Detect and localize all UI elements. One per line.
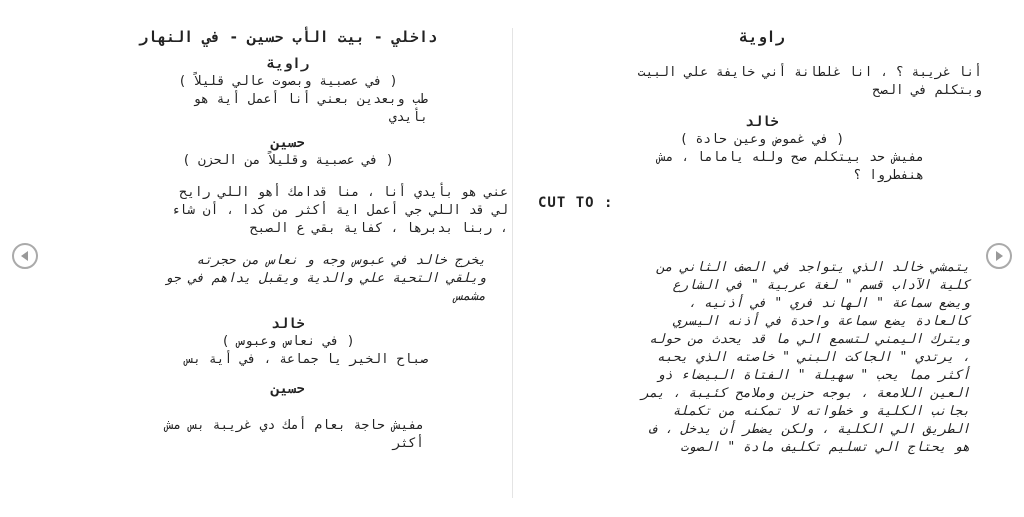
dialogue: أنا غريبة ؟ ، انا غلطانة أني خايفة علي البيت وبتكلم في الصح — [637, 65, 982, 98]
next-page-button[interactable] — [986, 243, 1012, 269]
character-name: خالد — [745, 114, 779, 130]
parenthetical: ( في غموض وعين حادة ) — [679, 132, 845, 147]
dialogue: طب وبعدين بعني أنا أعمل أية هو بأيدي — [193, 92, 428, 125]
dialogue: صباح الخير يا جماعة ، في أية بس — [185, 352, 428, 367]
transition: CUT TO : — [538, 195, 614, 211]
dialogue: مفيش حاجة بعام أمك دي غريبة بس مش أكثر — [165, 418, 424, 451]
left-page — [68, 18, 508, 508]
dialogue: مفيش حد بيتكلم صح ولله ياماما ، مش هنفطروا ؟ — [657, 150, 924, 183]
triangle-right-icon — [992, 249, 1006, 263]
parenthetical: ( في نعاس وعبوس ) — [221, 334, 355, 349]
action-text-italic: يخرج خالد في عبوس وجه و نعاس من حجرته ويلقي التحية علي والدية ويقبل يداهم في جو مشمس — [165, 253, 486, 304]
character-name: راوية — [739, 28, 785, 46]
right-page — [536, 18, 988, 508]
character-name: خالد — [271, 316, 305, 332]
character-name: حسين — [271, 381, 305, 397]
parenthetical: ( في عصبية وقليلاً من الحزن ) — [182, 153, 394, 168]
page-divider — [512, 28, 513, 498]
scene-heading: داخلي - بيت الأب حسين - في النهار — [138, 28, 437, 46]
character-name: حسين — [271, 135, 305, 151]
action-text-italic: يتمشي خالد الذي يتواجد في الصف الثاني من كلية الآداب قسم " لغة عربية " في الشارع ويضع سماعة " الهاند فري " في أذنيه ، كالعادة يضع سماعة واحدة في أذنه اليسري ويترك اليمني لتسمع الي ما قد يحدث من حوله ، يرتدي " الجاكت البني " خاصته الذي يحبه أكثر مما يحب " سهيلة " الفتاة البيضاء ذو العين اللامعة ، بوجه حزين وملامح كئيبة ، يمر بجانب الكلية و خطواته لا تمكنه من تكملة الطريق الي الكلية ، ولكن يضطر أن يدخل ، ف هو يحتاج الي تسليم تكليف مادة " الصوت — [641, 260, 970, 455]
previous-page-button[interactable] — [12, 243, 38, 269]
action-text: عني هو بأيدي أنا ، منا قدامك أهو اللي رايح لي قد اللي جي أعمل اية أكثر من كدا ، أن شاء ، ربنا بدبرها ، كفاية بقي ع الصبح — [171, 185, 508, 236]
parenthetical: ( في عصبية وبصوت عالي قليلاً ) — [178, 74, 398, 89]
triangle-left-icon — [18, 249, 32, 263]
character-name: راوية — [266, 56, 310, 72]
